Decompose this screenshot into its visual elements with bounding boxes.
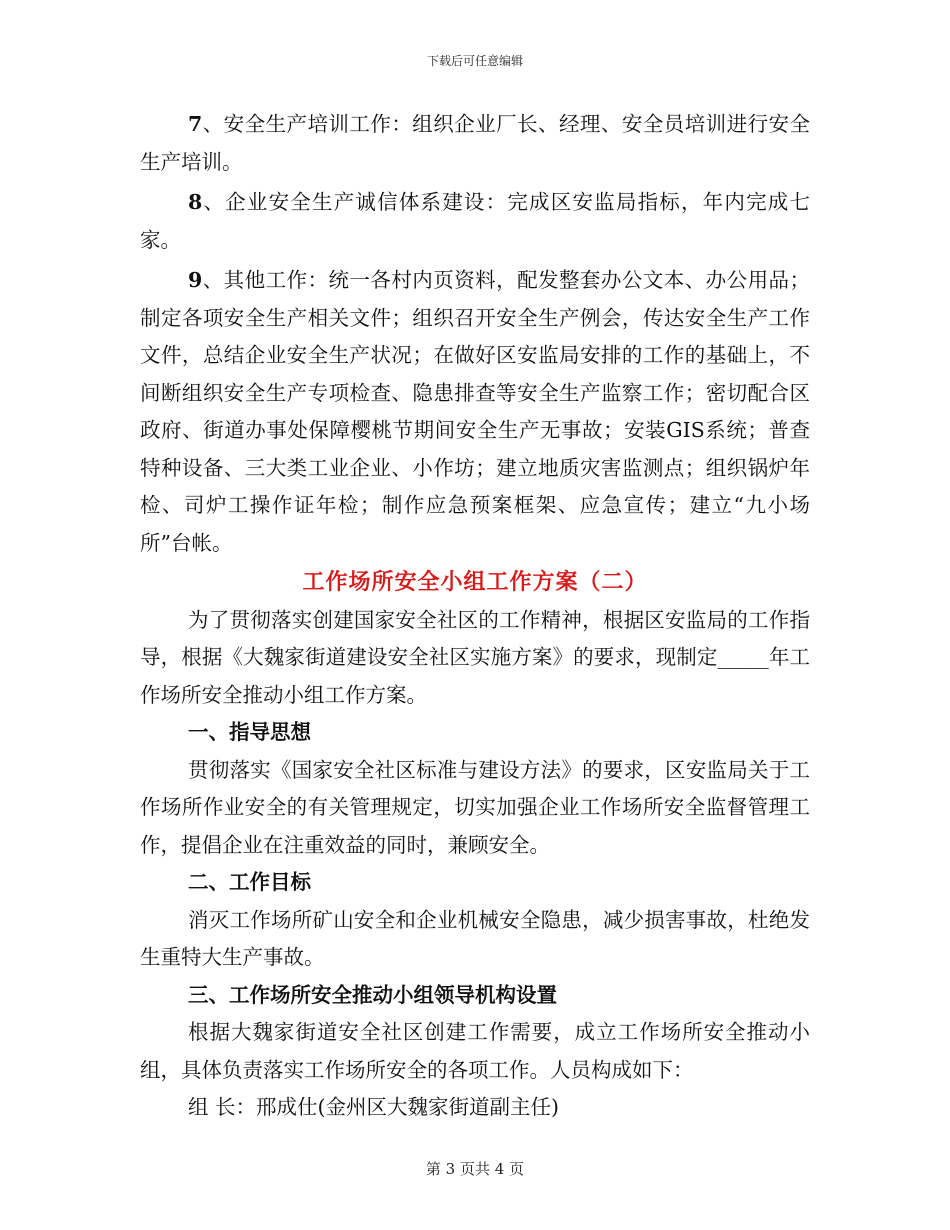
heading-work-goal: 二、工作目标 <box>188 870 311 894</box>
item-8-number: 8 <box>188 190 203 214</box>
page-footer: 第 3 页共 4 页 <box>425 1160 525 1178</box>
heading-guiding-ideology: 一、指导思想 <box>188 720 311 744</box>
paragraph-guiding-ideology: 贯彻落实《国家安全社区标准与建设方法》的要求，区安监局关于工作场所作业安全的有关管理规定，切实加强企业工作场所安全监督管理工作，提倡企业在注重效益的同时，兼顾安全。 <box>140 757 810 857</box>
intro-paragraph: 为了贯彻落实创建国家安全社区的工作精神，根据区安监局的工作指导，根据《大魏家街道建设安全社区实施方案》的要求，现制定_____年工作场所安全推动小组工作方案。 <box>140 607 810 707</box>
item-8-text: 、企业安全生产诚信体系建设：完成区安监局指标，年内完成七家。 <box>140 190 810 252</box>
item-7-text: 、安全生产培训工作：组织企业厂长、经理、安全员培训进行安全生产培训。 <box>140 112 810 174</box>
group-leader-line: 组 长：邢成仕(金州区大魏家街道副主任) <box>188 1095 560 1119</box>
paragraph-leadership-structure: 根据大魏家街道安全社区创建工作需要，成立工作场所安全推动小组，具体负责落实工作场所安全的各项工作。人员构成如下： <box>140 1020 810 1082</box>
item-7 <box>140 106 810 181</box>
paragraph-work-goal: 消灭工作场所矿山安全和企业机械安全隐患，减少损害事故，杜绝发生重特大生产事故。 <box>140 907 810 969</box>
document-body <box>140 106 810 1127</box>
section-title: 工作场所安全小组工作方案（二） <box>302 569 648 595</box>
heading-leadership-structure: 三、工作场所安全推动小组领导机构设置 <box>188 982 557 1007</box>
item-8 <box>140 184 810 259</box>
item-7-number: 7 <box>188 112 203 136</box>
item-9-number: 9 <box>188 268 203 292</box>
page-header: 下载后可任意编辑 <box>426 54 523 68</box>
item-9 <box>140 262 810 562</box>
item-9-text: 、其他工作：统一各村内页资料，配发整套办公文本、办公用品；制定各项安全生产相关文件；组织召开安全生产例会，传达安全生产工作文件，总结企业安全生产状况；在做好区安监局安排的工作的基础上，不间断组织安全生产专项检查、隐患排查等安全生产监察工作；密切配合区政府、街道办事处保障樱桃节期间安全生产无事故；安装GIS系统；普查特种设备、三大类工业企业、小作坊；建立地质灾害监测点；组织锅炉年检、司炉工操作证年检；制作应急预案框架、应急宣传；建立“九小场所”台帐。 <box>140 268 810 555</box>
